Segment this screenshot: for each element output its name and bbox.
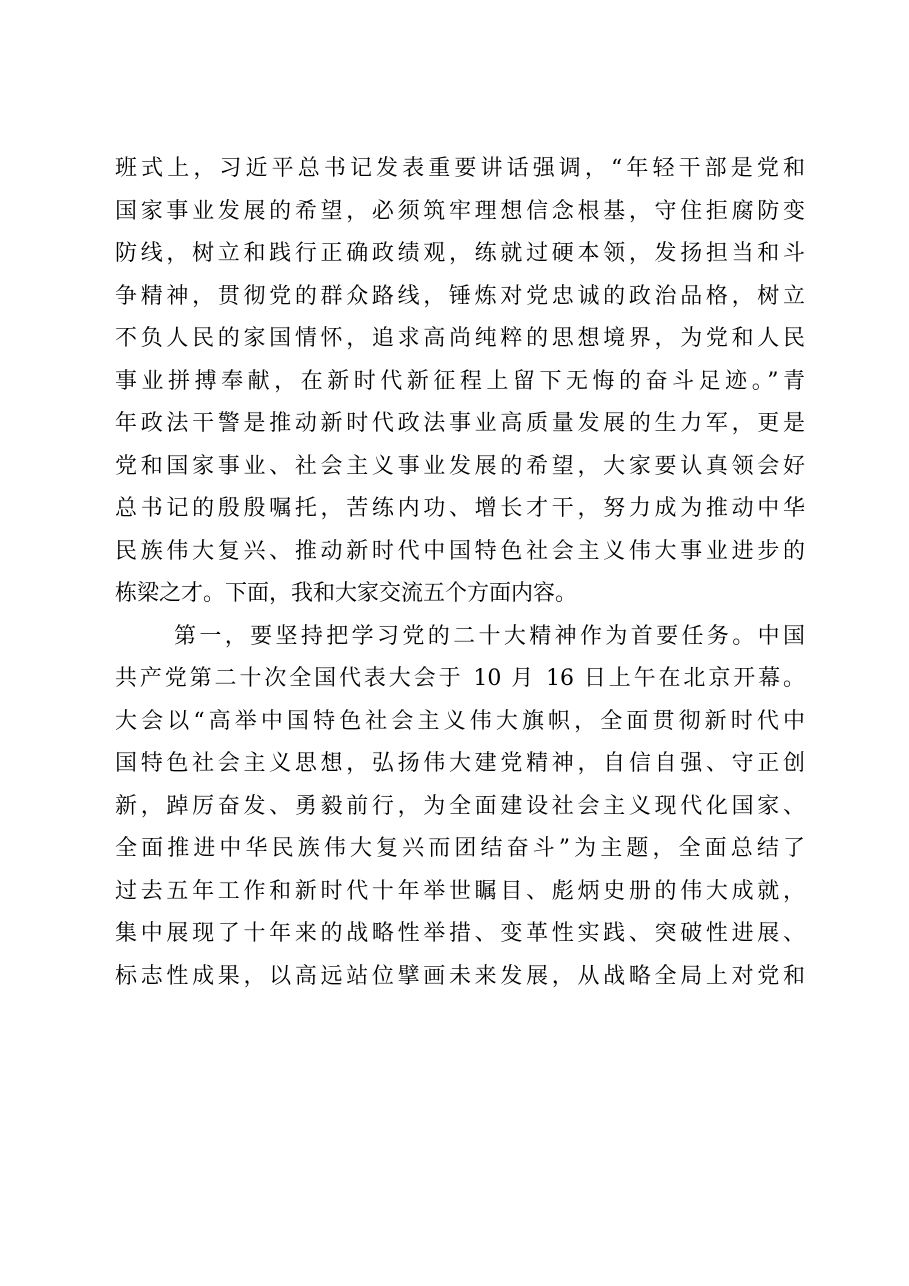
text-line: 争精神，贯彻党的群众路线，锤炼对党忠诚的政治品格，树立: [115, 283, 805, 309]
text-line: 标志性成果，以高远站位擘画未来发展，从战略全局上对党和: [115, 963, 805, 989]
text-line: 共产党第二十次全国代表大会于 10 月 16 日上午在北京开幕。: [115, 666, 805, 691]
text-line: 第一，要坚持把学习党的二十大精神作为首要任务。中国: [174, 623, 805, 649]
text-line: 大会以“高举中国特色社会主义伟大旗帜，全面贯彻新时代中: [115, 708, 805, 734]
text-line: 过去五年工作和新时代十年举世瞩目、彪炳史册的伟大成就，: [115, 878, 805, 904]
text-line: 全面推进中华民族伟大复兴而团结奋斗”为主题，全面总结了: [115, 836, 805, 861]
text-line: 国特色社会主义思想，弘扬伟大建党精神，自信自强、守正创: [115, 751, 805, 776]
text-line: 新，踔厉奋发、勇毅前行，为全面建设社会主义现代化国家、: [115, 793, 805, 819]
text-line: 栋梁之才。下面，我和大家交流五个方面内容。: [115, 581, 578, 606]
text-line: 总书记的殷殷嘱托，苦练内功、增长才干，努力成为推动中华: [115, 496, 805, 521]
text-line: 事业拼搏奉献，在新时代新征程上留下无悔的奋斗足迹。”青: [115, 368, 805, 394]
paragraph-2: [115, 616, 805, 999]
text-line: 国家事业发展的希望，必须筑牢理想信念根基，守住拒腐防变: [115, 198, 805, 224]
text-line: 防线，树立和践行正确政绩观，练就过硬本领，发扬担当和斗: [115, 241, 805, 266]
text-line: 班式上，习近平总书记发表重要讲话强调，“年轻干部是党和: [115, 156, 805, 181]
text-line: 不负人民的家国情怀，追求高尚纯粹的思想境界，为党和人民: [115, 326, 805, 351]
text-line: 民族伟大复兴、推动新时代中国特色社会主义伟大事业进步的: [115, 538, 805, 564]
text-line: 集中展现了十年来的战略性举措、变革性实践、突破性进展、: [115, 921, 805, 946]
text-line: 年政法干警是推动新时代政法事业高质量发展的生力军，更是: [115, 411, 805, 436]
document-body: [115, 148, 805, 998]
paragraph-1: [115, 148, 805, 616]
text-line: 党和国家事业、社会主义事业发展的希望，大家要认真领会好: [115, 453, 805, 479]
